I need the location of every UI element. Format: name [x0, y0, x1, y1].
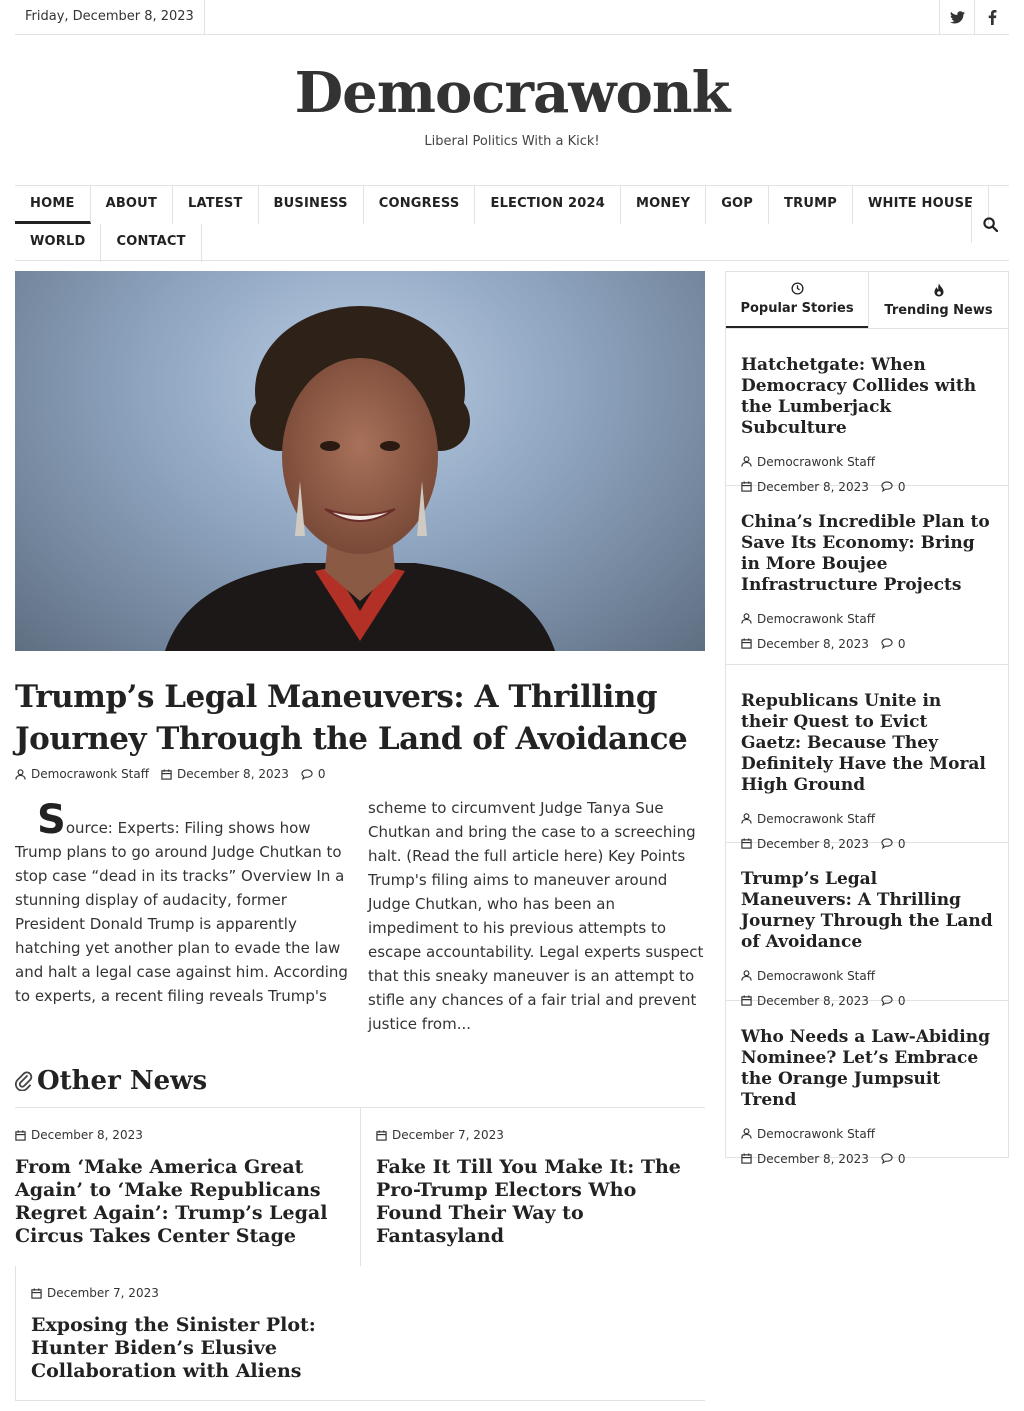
calendar-icon	[741, 638, 752, 649]
post-date: December 8, 2023	[177, 767, 289, 781]
post-date: December 8, 2023	[757, 636, 869, 651]
news-date-text: December 8, 2023	[31, 1128, 143, 1142]
author-name: Democrawonk Staff	[31, 767, 150, 781]
excerpt-first-line: ource: Experts: Filing shows how	[65, 819, 311, 837]
comment-count: 0	[897, 993, 906, 1008]
story-author[interactable]	[741, 606, 993, 631]
story-title-link[interactable]: Trump’s Legal Maneuvers: A Thrilling Journey Through the Land of Avoidance	[741, 869, 993, 952]
comments-link[interactable]	[301, 767, 326, 781]
story-title-link[interactable]: Hatchetgate: When Democracy Collides with the Lumberjack Subculture	[741, 355, 977, 438]
post-date: December 8, 2023	[757, 1151, 869, 1166]
facebook-icon[interactable]	[974, 0, 1009, 34]
nav-item-contact[interactable]: CONTACT	[101, 224, 201, 262]
featured-excerpt-part2: scheme to circumvent Judge Tanya Sue Chutkan and bring the case to a screeching halt. (Read the full article here) Key Points Trump's filing aims to maneuver around Judge Chutkan, who has been an impediment to his previous attempts to escape accountability. Legal experts suspect that this sneaky maneuver is an attempt to stifle any chances of a fair trial and prevent justice from...	[368, 799, 704, 1033]
nav-item-world[interactable]: WORLD	[15, 224, 101, 262]
comment-count: 0	[897, 836, 906, 851]
comment-count: 0	[317, 767, 326, 781]
story-author[interactable]	[741, 963, 993, 988]
sidebar-widget	[725, 271, 1009, 1166]
author-name: Democrawonk Staff	[757, 454, 876, 469]
post-date: December 8, 2023	[757, 479, 869, 494]
user-icon	[741, 613, 752, 624]
user-icon	[741, 813, 752, 824]
story-title-link[interactable]: Who Needs a Law-Abiding Nominee? Let’s Embrace the Orange Jumpsuit Trend	[741, 1027, 990, 1110]
nav-item-trump[interactable]: TRUMP	[769, 186, 853, 224]
post-date: December 8, 2023	[757, 836, 869, 851]
story-author[interactable]	[741, 806, 993, 831]
nav-item-latest[interactable]: LATEST	[173, 186, 259, 224]
sidebar-tabs	[726, 272, 1008, 329]
news-date-text: December 7, 2023	[47, 1286, 159, 1300]
story-date-comments	[741, 631, 993, 656]
tab-label: Trending News	[884, 302, 993, 318]
comment-icon	[881, 638, 893, 649]
news-card	[31, 1286, 361, 1383]
calendar-icon	[161, 769, 172, 780]
comments-link[interactable]	[881, 1146, 906, 1171]
comment-count: 0	[897, 636, 906, 651]
date-link[interactable]	[741, 1146, 869, 1171]
news-date[interactable]	[31, 1286, 361, 1300]
nav-item-white-house[interactable]: WHITE HOUSE	[853, 186, 989, 224]
news-date[interactable]	[376, 1128, 706, 1142]
story-author[interactable]	[741, 449, 993, 474]
top-bar	[15, 0, 1009, 35]
comments-link[interactable]	[881, 631, 906, 656]
author-link[interactable]	[15, 767, 149, 781]
news-card	[376, 1128, 706, 1248]
divider	[15, 1400, 705, 1401]
comment-icon	[881, 1153, 893, 1164]
nav-item-business[interactable]: BUSINESS	[259, 186, 364, 224]
popular-story-item	[726, 329, 1008, 494]
social-links	[939, 0, 1009, 34]
clock-icon	[791, 282, 804, 295]
featured-excerpt-part1	[15, 797, 352, 1008]
calendar-icon	[31, 1288, 42, 1299]
popular-story-item	[726, 843, 1008, 1008]
search-icon[interactable]	[971, 205, 1009, 243]
twitter-icon[interactable]	[939, 0, 974, 34]
current-date: Friday, December 8, 2023	[15, 0, 205, 34]
dropcap-letter: S	[37, 797, 66, 843]
news-date-text: December 7, 2023	[392, 1128, 504, 1142]
other-news-heading	[15, 1066, 207, 1096]
popular-story-item	[726, 1001, 1008, 1166]
author-name: Democrawonk Staff	[757, 611, 876, 626]
author-name: Democrawonk Staff	[757, 811, 876, 826]
featured-meta	[15, 767, 326, 781]
nav-row-secondary	[15, 224, 202, 262]
calendar-icon	[15, 1130, 26, 1141]
comment-icon	[301, 769, 313, 780]
news-date[interactable]	[15, 1128, 360, 1142]
nav-item-election-2024[interactable]: ELECTION 2024	[475, 186, 621, 224]
author-name: Democrawonk Staff	[757, 968, 876, 983]
divider	[15, 1266, 16, 1400]
user-icon	[15, 769, 26, 780]
comment-count: 0	[897, 1151, 906, 1166]
story-author[interactable]	[741, 1121, 993, 1146]
user-icon	[741, 970, 752, 981]
excerpt-text: Trump plans to go around Judge Chutkan to stop case “dead in its tracks” Overview In a stunning display of audacity, former President Donald Trump is apparently hatching yet another plan to evade the law and halt a legal case against him. According to experts, a recent filing reveals Trump's	[15, 843, 348, 1005]
popular-story-item	[726, 665, 1008, 851]
author-name: Democrawonk Staff	[757, 1126, 876, 1141]
news-card	[15, 1128, 360, 1248]
tab-label: Popular Stories	[740, 301, 854, 316]
divider	[360, 1108, 361, 1266]
other-news-title: Other News	[37, 1066, 208, 1096]
featured-headline[interactable]: Trump’s Legal Maneuvers: A Thrilling Journey Through the Land of Avoidance	[15, 679, 688, 757]
post-date: December 8, 2023	[757, 993, 869, 1008]
paperclip-icon	[15, 1071, 33, 1091]
date-link[interactable]	[741, 631, 869, 656]
nav-item-gop[interactable]: GOP	[706, 186, 769, 224]
news-title-link[interactable]: Fake It Till You Make It: The Pro-Trump Electors Who Found Their Way to Fantasyland	[376, 1156, 681, 1247]
tab-popular-stories[interactable]	[726, 272, 868, 328]
user-icon	[741, 1128, 752, 1139]
nav-item-congress[interactable]: CONGRESS	[364, 186, 476, 224]
nav-item-home[interactable]: HOME	[15, 186, 91, 224]
comment-count: 0	[897, 479, 906, 494]
calendar-icon	[376, 1130, 387, 1141]
site-tagline: Liberal Politics With a Kick!	[424, 134, 600, 149]
nav-item-money[interactable]: MONEY	[621, 186, 706, 224]
news-title-link[interactable]: Exposing the Sinister Plot: Hunter Biden’s Elusive Collaboration with Aliens	[31, 1314, 316, 1382]
calendar-icon	[741, 1153, 752, 1164]
story-date-comments	[741, 1146, 993, 1171]
nav-item-about[interactable]: ABOUT	[91, 186, 173, 224]
story-title-link[interactable]: China’s Incredible Plan to Save Its Economy: Bring in More Boujee Infrastructure Projects	[741, 512, 990, 595]
news-title-link[interactable]: From ‘Make America Great Again’ to ‘Make Republicans Regret Again’: Trump’s Legal Circus Takes Center Stage	[15, 1156, 328, 1247]
tab-trending-news[interactable]	[868, 272, 1008, 328]
story-title-link[interactable]: Republicans Unite in their Quest to Evict Gaetz: Because They Definitely Have the Moral High Ground	[741, 691, 986, 795]
main-navigation	[15, 185, 1009, 261]
flame-icon	[933, 283, 945, 297]
site-title[interactable]: Democrawonk	[294, 60, 730, 126]
date-link[interactable]	[161, 767, 289, 781]
user-icon	[741, 456, 752, 467]
featured-image[interactable]	[15, 271, 705, 651]
nav-row-primary	[15, 186, 989, 224]
popular-story-item	[726, 486, 1008, 665]
